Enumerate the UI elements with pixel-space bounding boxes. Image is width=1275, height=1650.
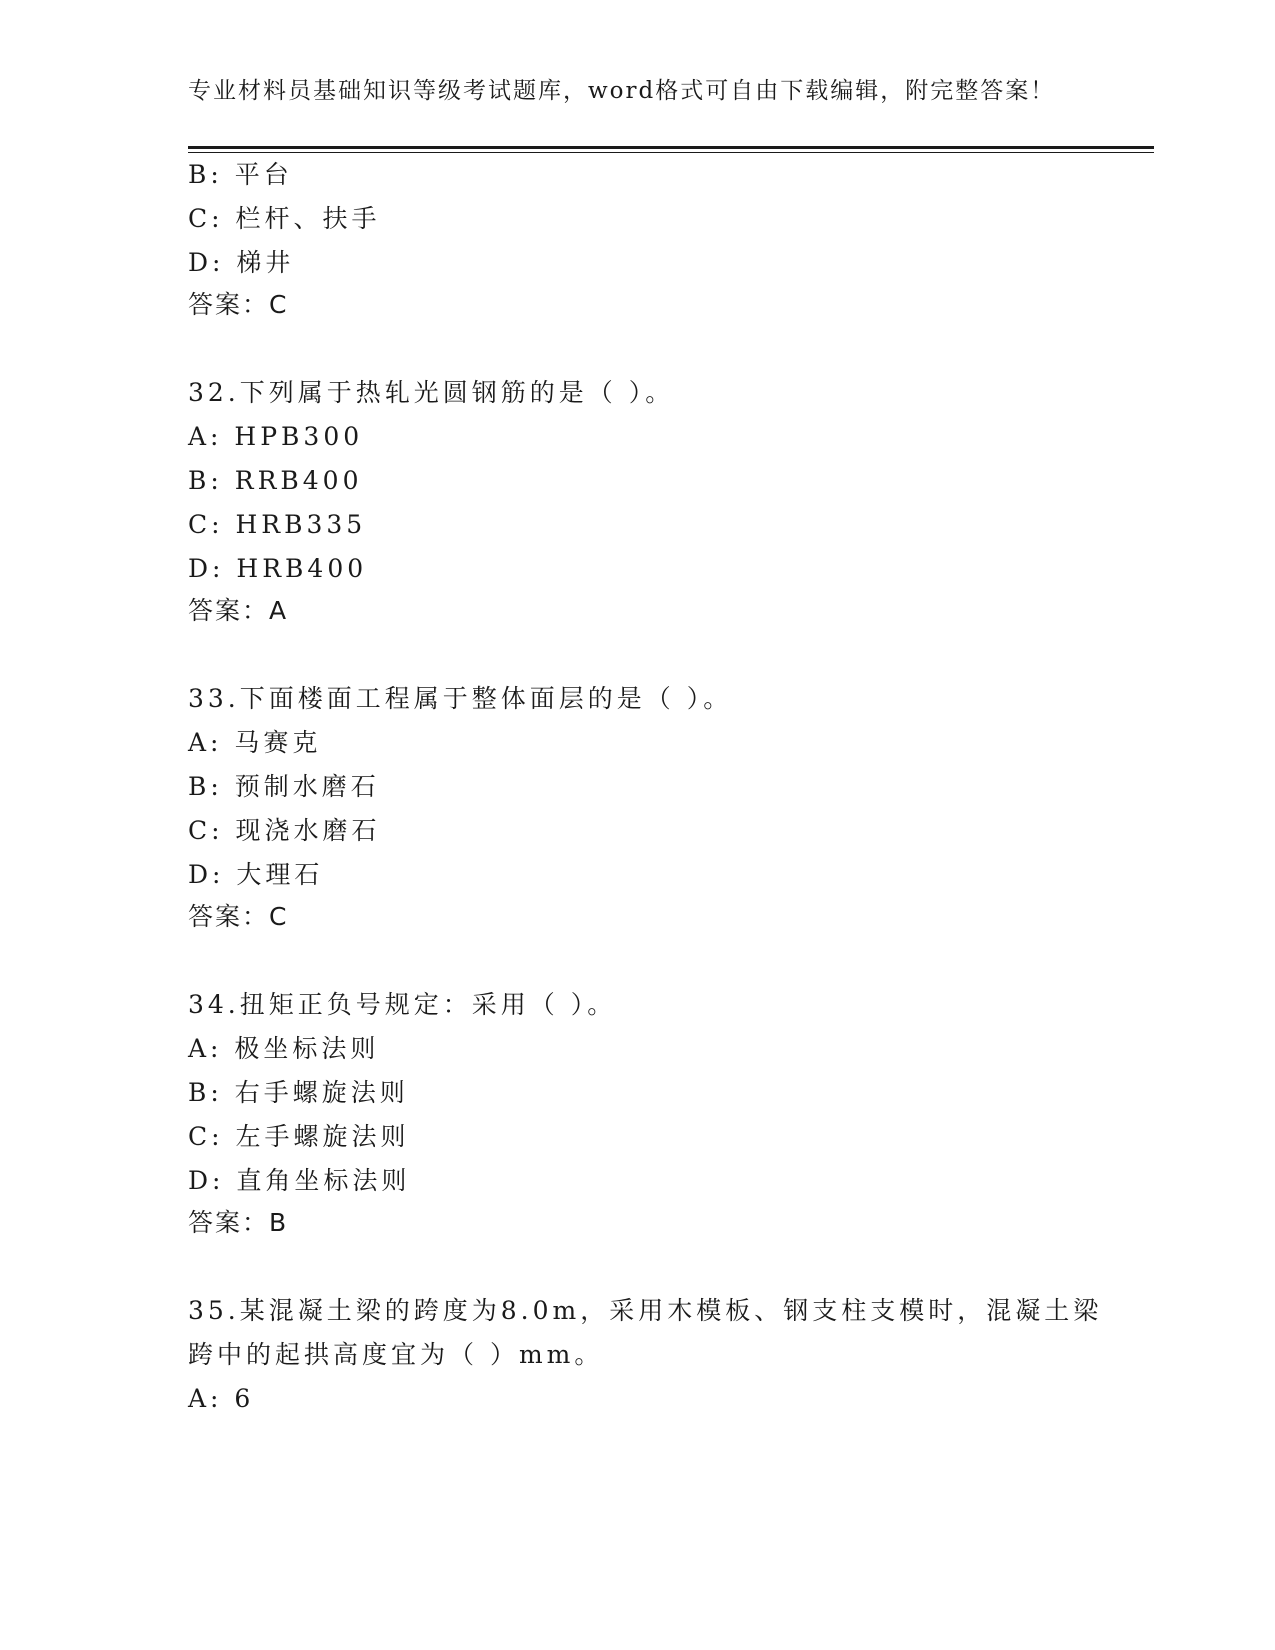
option-c: C: 现浇水磨石 [188, 816, 381, 845]
question-stem: 33.下面楼面工程属于整体面层的是（ ）。 [188, 684, 733, 713]
option-d: D: HRB400 [188, 554, 368, 583]
option-a: A: HPB300 [188, 422, 364, 451]
header-rule-thick [188, 146, 1154, 149]
option-d: D: 梯井 [188, 248, 295, 277]
option-a: A: 马赛克 [188, 728, 322, 757]
question-stem: 34.扭矩正负号规定：采用（ ）。 [188, 990, 617, 1019]
header-rule-thin [188, 152, 1154, 153]
option-a: A: 6 [188, 1384, 255, 1413]
answer: 答案：A [188, 596, 289, 625]
answer: 答案：C [188, 902, 289, 931]
question-stem-line-1: 35.某混凝土梁的跨度为8.0m，采用木模板、钢支柱支模时，混凝土梁 [188, 1296, 1103, 1325]
option-d: D: 大理石 [188, 860, 324, 889]
option-d: D: 直角坐标法则 [188, 1166, 411, 1195]
option-c: C: 左手螺旋法则 [188, 1122, 410, 1151]
question-stem: 32.下列属于热轧光圆钢筋的是（ ）。 [188, 378, 675, 407]
option-c: C: 栏杆、扶手 [188, 204, 381, 233]
option-b: B: 平台 [188, 160, 293, 189]
option-b: B: RRB400 [188, 466, 363, 495]
option-a: A: 极坐标法则 [188, 1034, 380, 1063]
page-header: 专业材料员基础知识等级考试题库，word格式可自由下载编辑，附完整答案！ [188, 78, 1056, 104]
answer: 答案：B [188, 1208, 289, 1237]
option-b: B: 预制水磨石 [188, 772, 380, 801]
option-c: C: HRB335 [188, 510, 367, 539]
question-stem-line-2: 跨中的起拱高度宜为（ ）mm。 [188, 1340, 604, 1369]
option-b: B: 右手螺旋法则 [188, 1078, 409, 1107]
answer: 答案：C [188, 290, 289, 319]
